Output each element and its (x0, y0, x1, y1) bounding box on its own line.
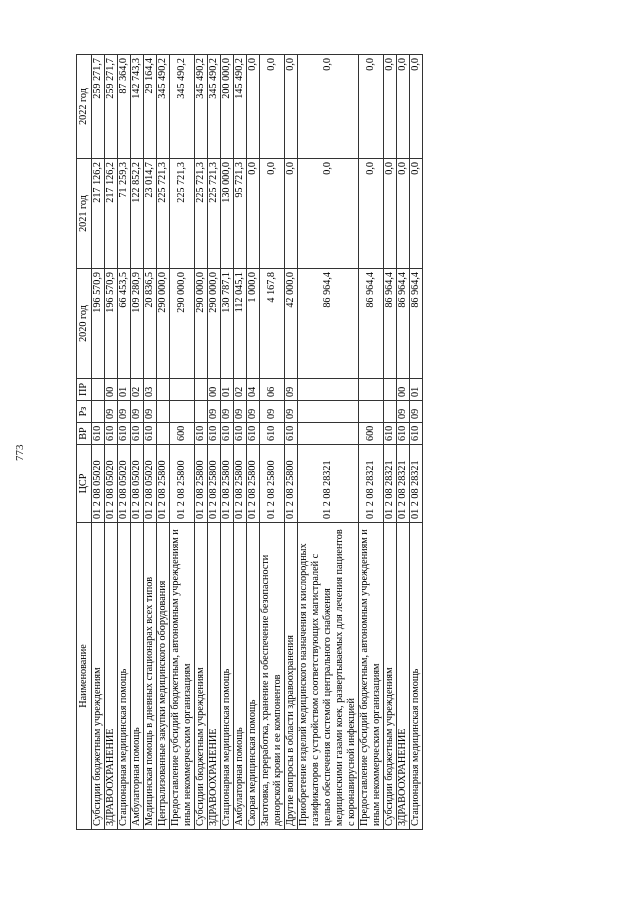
cell-csr: 01 2 08 25800 (208, 445, 221, 523)
cell-name: Другие вопросы в области здравоохранения (285, 523, 298, 830)
cell-2021: 0,0 (359, 159, 384, 269)
cell-rz (298, 401, 359, 423)
cell-rz (92, 401, 105, 423)
cell-csr: 01 2 08 05020 (118, 445, 131, 523)
cell-vr: 610 (105, 423, 118, 445)
cell-name: Централизованные закупки медицинского оборудования (157, 523, 170, 830)
cell-2022: 345 490,2 (208, 55, 221, 159)
table-row (92, 55, 105, 830)
cell-2021: 225 721,3 (170, 159, 195, 269)
cell-pr: 01 (118, 379, 131, 401)
cell-vr: 610 (384, 423, 397, 445)
cell-2021: 225 721,3 (157, 159, 170, 269)
cell-pr (92, 379, 105, 401)
cell-2021: 0,0 (260, 159, 285, 269)
cell-2022: 142 743,3 (131, 55, 144, 159)
cell-vr: 610 (131, 423, 144, 445)
cell-2020: 130 787,1 (221, 269, 234, 379)
cell-csr: 01 2 08 25800 (221, 445, 234, 523)
cell-vr: 610 (234, 423, 247, 445)
table-row (170, 55, 195, 830)
cell-2020: 290 000,0 (157, 269, 170, 379)
cell-2022: 0,0 (397, 55, 410, 159)
cell-pr: 09 (285, 379, 298, 401)
table-row (384, 55, 397, 830)
cell-2020: 86 964,4 (298, 269, 359, 379)
table-row (208, 55, 221, 830)
cell-2020: 290 000,0 (170, 269, 195, 379)
cell-2020: 86 964,4 (384, 269, 397, 379)
cell-2020: 290 000,0 (208, 269, 221, 379)
cell-pr: 00 (105, 379, 118, 401)
cell-vr: 610 (397, 423, 410, 445)
cell-rz: 09 (105, 401, 118, 423)
cell-2021: 0,0 (247, 159, 260, 269)
cell-vr (157, 423, 170, 445)
cell-rz (359, 401, 384, 423)
cell-2022: 345 490,2 (195, 55, 208, 159)
cell-vr: 600 (359, 423, 384, 445)
cell-name: Амбулаторная помощь (131, 523, 144, 830)
cell-csr: 01 2 08 25800 (195, 445, 208, 523)
cell-csr: 01 2 08 28321 (359, 445, 384, 523)
cell-2022: 29 164,4 (144, 55, 157, 159)
table-row (260, 55, 285, 830)
cell-2021: 0,0 (397, 159, 410, 269)
cell-2020: 112 045,1 (234, 269, 247, 379)
cell-rz: 09 (118, 401, 131, 423)
cell-pr (298, 379, 359, 401)
cell-rz (170, 401, 195, 423)
budget-table-container (76, 55, 506, 830)
page-number: 773 (14, 444, 26, 461)
cell-name: Предоставление субсидий бюджетным, автономным учреждениям и иным некоммерческим организациям (170, 523, 195, 830)
cell-rz: 09 (260, 401, 285, 423)
cell-name: Скорая медицинская помощь (247, 523, 260, 830)
cell-vr: 610 (285, 423, 298, 445)
cell-vr: 610 (144, 423, 157, 445)
cell-name: ЗДРАВООХРАНЕНИЕ (397, 523, 410, 830)
table-row (195, 55, 208, 830)
cell-rz: 09 (144, 401, 157, 423)
table-row (118, 55, 131, 830)
cell-2021: 0,0 (298, 159, 359, 269)
cell-2022: 259 271,7 (105, 55, 118, 159)
cell-name: Заготовка, переработка, хранение и обеспечение безопасности донорской крови и ее компонентов (260, 523, 285, 830)
cell-2021: 130 000,0 (221, 159, 234, 269)
table-row (247, 55, 260, 830)
cell-rz: 09 (397, 401, 410, 423)
table-row (234, 55, 247, 830)
cell-pr: 06 (260, 379, 285, 401)
cell-name: ЗДРАВООХРАНЕНИЕ (105, 523, 118, 830)
cell-2021: 0,0 (384, 159, 397, 269)
table-row (157, 55, 170, 830)
cell-pr: 04 (247, 379, 260, 401)
cell-2021: 0,0 (285, 159, 298, 269)
table-row (144, 55, 157, 830)
table-row (298, 55, 359, 830)
cell-name: Предоставление субсидий бюджетным, автономным учреждениям и иным некоммерческим организациям (359, 523, 384, 830)
cell-2021: 95 721,3 (234, 159, 247, 269)
cell-vr: 610 (195, 423, 208, 445)
cell-2022: 345 490,2 (170, 55, 195, 159)
cell-vr (298, 423, 359, 445)
cell-2022: 0,0 (359, 55, 384, 159)
cell-rz: 09 (221, 401, 234, 423)
cell-pr: 03 (144, 379, 157, 401)
cell-csr: 01 2 08 25800 (157, 445, 170, 523)
table-row (221, 55, 234, 830)
cell-name: Субсидии бюджетным учреждениям (92, 523, 105, 830)
cell-2022: 345 490,2 (157, 55, 170, 159)
cell-name: Стационарная медицинская помощь (410, 523, 423, 830)
table-header (77, 55, 92, 830)
cell-2020: 86 964,4 (397, 269, 410, 379)
header-pr: ПР (77, 379, 92, 401)
cell-2021: 122 852,2 (131, 159, 144, 269)
cell-pr: 00 (208, 379, 221, 401)
cell-vr: 600 (170, 423, 195, 445)
cell-rz: 09 (247, 401, 260, 423)
header-2020: 2020 год (77, 269, 92, 379)
cell-name: Субсидии бюджетным учреждениям (195, 523, 208, 830)
cell-csr: 01 2 08 25800 (234, 445, 247, 523)
cell-pr (359, 379, 384, 401)
cell-2022: 145 490,2 (234, 55, 247, 159)
cell-rz (195, 401, 208, 423)
cell-2020: 4 167,8 (260, 269, 285, 379)
cell-csr: 01 2 08 28321 (384, 445, 397, 523)
table-body (92, 55, 423, 830)
cell-csr: 01 2 08 05020 (92, 445, 105, 523)
cell-name: Субсидии бюджетным учреждениям (384, 523, 397, 830)
cell-csr: 01 2 08 25800 (285, 445, 298, 523)
cell-vr: 610 (118, 423, 131, 445)
table-row (285, 55, 298, 830)
cell-vr: 610 (92, 423, 105, 445)
cell-2021: 217 126,2 (92, 159, 105, 269)
cell-2021: 23 014,7 (144, 159, 157, 269)
header-rz: Рз (77, 401, 92, 423)
cell-rz: 09 (410, 401, 423, 423)
cell-2020: 66 453,5 (118, 269, 131, 379)
cell-csr: 01 2 08 05020 (131, 445, 144, 523)
cell-2021: 225 721,3 (195, 159, 208, 269)
cell-rz (157, 401, 170, 423)
budget-table (76, 54, 423, 830)
table-row (105, 55, 118, 830)
table-row (397, 55, 410, 830)
cell-pr (170, 379, 195, 401)
cell-rz: 09 (285, 401, 298, 423)
cell-csr: 01 2 08 28321 (298, 445, 359, 523)
cell-2021: 225 721,3 (208, 159, 221, 269)
cell-2020: 86 964,4 (410, 269, 423, 379)
cell-vr: 610 (260, 423, 285, 445)
cell-pr: 02 (131, 379, 144, 401)
cell-pr (195, 379, 208, 401)
header-csr: ЦСР (77, 445, 92, 523)
cell-csr: 01 2 08 28321 (397, 445, 410, 523)
cell-2020: 196 570,9 (92, 269, 105, 379)
cell-pr (157, 379, 170, 401)
cell-vr: 610 (410, 423, 423, 445)
cell-rz: 09 (234, 401, 247, 423)
cell-rz: 09 (131, 401, 144, 423)
cell-pr: 00 (397, 379, 410, 401)
cell-2022: 0,0 (384, 55, 397, 159)
cell-pr: 02 (234, 379, 247, 401)
cell-name: Амбулаторная помощь (234, 523, 247, 830)
cell-2022: 0,0 (285, 55, 298, 159)
table-row (410, 55, 423, 830)
cell-2020: 109 280,9 (131, 269, 144, 379)
cell-name: ЗДРАВООХРАНЕНИЕ (208, 523, 221, 830)
header-vr: ВР (77, 423, 92, 445)
cell-pr (384, 379, 397, 401)
cell-2020: 290 000,0 (195, 269, 208, 379)
cell-2020: 86 964,4 (359, 269, 384, 379)
table-row (131, 55, 144, 830)
header-2021: 2021 год (77, 159, 92, 269)
cell-csr: 01 2 08 25800 (170, 445, 195, 523)
cell-2022: 0,0 (247, 55, 260, 159)
cell-pr: 01 (221, 379, 234, 401)
cell-csr: 01 2 08 28321 (410, 445, 423, 523)
cell-name: Стационарная медицинская помощь (221, 523, 234, 830)
cell-pr: 01 (410, 379, 423, 401)
cell-2021: 71 259,3 (118, 159, 131, 269)
cell-2022: 200 000,0 (221, 55, 234, 159)
cell-vr: 610 (208, 423, 221, 445)
cell-2020: 196 570,9 (105, 269, 118, 379)
cell-rz (384, 401, 397, 423)
cell-csr: 01 2 08 05020 (105, 445, 118, 523)
header-name: Наименование (77, 523, 92, 830)
cell-name: Приобретение изделий медицинского назначения и кислородных газификаторов с устройством соответствующих магистралей с целью обеспечения системой центрального снабжения медицинскими газами коек, развертываемых для лечения пациентов с коронавирусной инфекцией (298, 523, 359, 830)
cell-2022: 87 364,0 (118, 55, 131, 159)
cell-2020: 42 000,0 (285, 269, 298, 379)
cell-2020: 1 000,0 (247, 269, 260, 379)
cell-rz: 09 (208, 401, 221, 423)
cell-2021: 0,0 (410, 159, 423, 269)
table-row (359, 55, 384, 830)
cell-csr: 01 2 08 25800 (247, 445, 260, 523)
cell-csr: 01 2 08 25800 (260, 445, 285, 523)
cell-2022: 0,0 (298, 55, 359, 159)
cell-vr: 610 (221, 423, 234, 445)
cell-2022: 259 271,7 (92, 55, 105, 159)
cell-csr: 01 2 08 05020 (144, 445, 157, 523)
cell-2022: 0,0 (260, 55, 285, 159)
cell-name: Стационарная медицинская помощь (118, 523, 131, 830)
header-row (77, 55, 92, 830)
cell-2022: 0,0 (410, 55, 423, 159)
cell-2021: 217 126,2 (105, 159, 118, 269)
cell-vr: 610 (247, 423, 260, 445)
cell-2020: 20 836,5 (144, 269, 157, 379)
cell-name: Медицинская помощь в дневных стационарах всех типов (144, 523, 157, 830)
header-2022: 2022 год (77, 55, 92, 159)
